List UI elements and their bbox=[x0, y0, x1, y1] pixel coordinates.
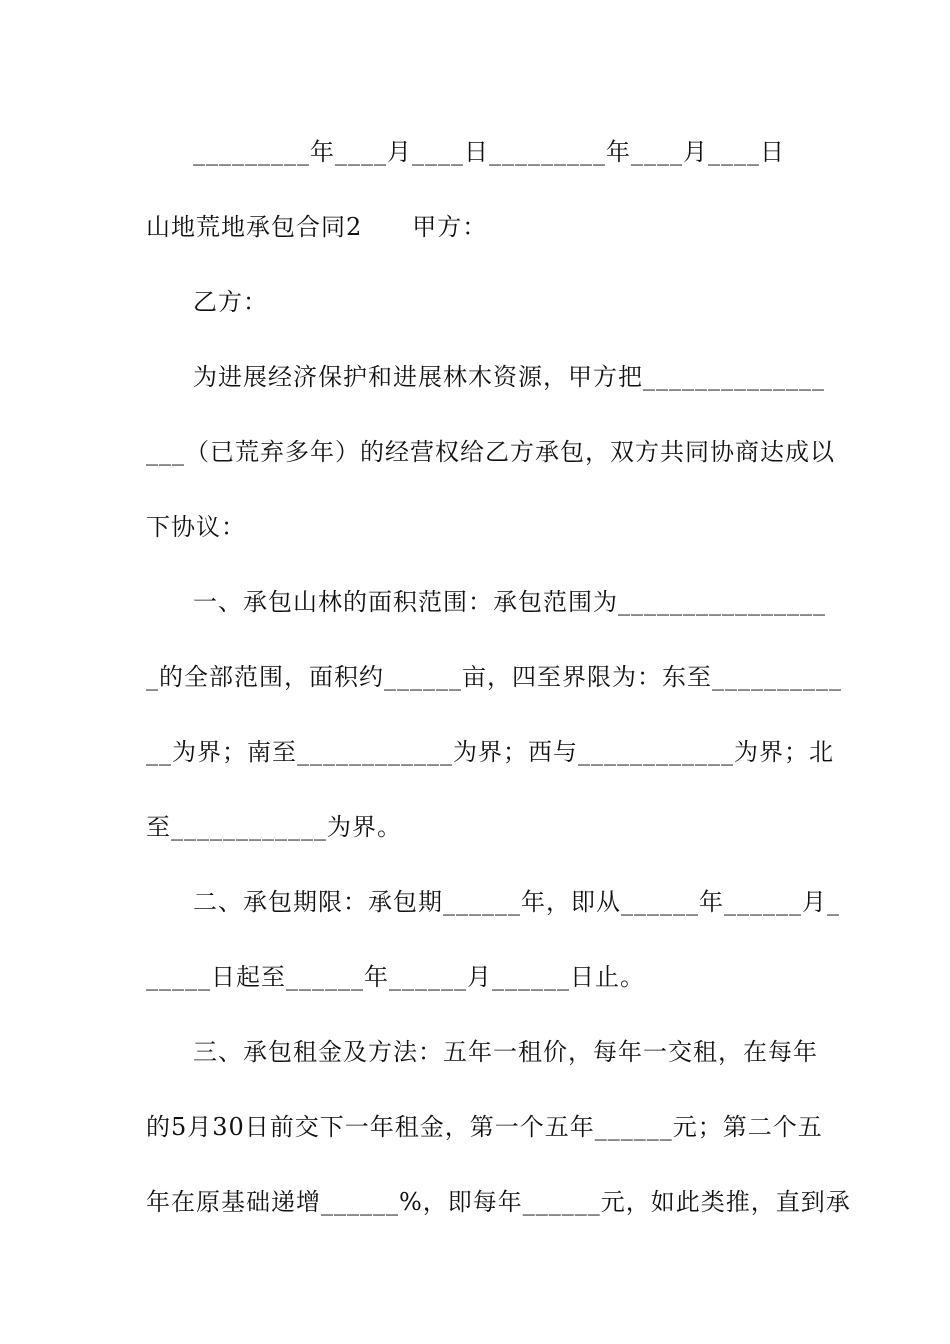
party-b-line: 乙方： bbox=[193, 288, 268, 316]
clause-one-line: 一、承包山林的面积范围：承包范围为________________ bbox=[193, 588, 826, 616]
clause-two-line: 二、承包期限：承包期______年，即从______年______月_ bbox=[193, 888, 840, 916]
paragraph-line: 为进展经济保护和进展林木资源，甲方把______________ bbox=[193, 363, 825, 391]
clause-three-line: 年在原基础递增______%，即每年______元，如此类推，直到承 bbox=[146, 1188, 851, 1216]
clause-three-line: 三、承包租金及方法：五年一租价，每年一交租，在每年 bbox=[193, 1038, 818, 1066]
paragraph-line: ___（已荒弃多年）的经营权给乙方承包，双方共同协商达成以 bbox=[146, 438, 835, 466]
clause-one-line: 至____________为界。 bbox=[146, 813, 402, 841]
contract-title-party-a: 山地荒地承包合同2 甲方： bbox=[146, 213, 488, 241]
clause-three-line: 的5月30日前交下一年租金，第一个五年______元；第二个五 bbox=[146, 1113, 823, 1141]
paragraph-line: 下协议： bbox=[146, 513, 246, 541]
clause-one-line: __为界；南至____________为界；西与____________为界；北 bbox=[146, 738, 834, 766]
date-line: _________年____月____日_________年____月____日 bbox=[193, 138, 785, 166]
clause-two-line: _____日起至______年______月______日止。 bbox=[146, 963, 645, 991]
clause-one-line: _的全部范围，面积约______亩，四至界限为：东至__________ bbox=[146, 663, 842, 691]
